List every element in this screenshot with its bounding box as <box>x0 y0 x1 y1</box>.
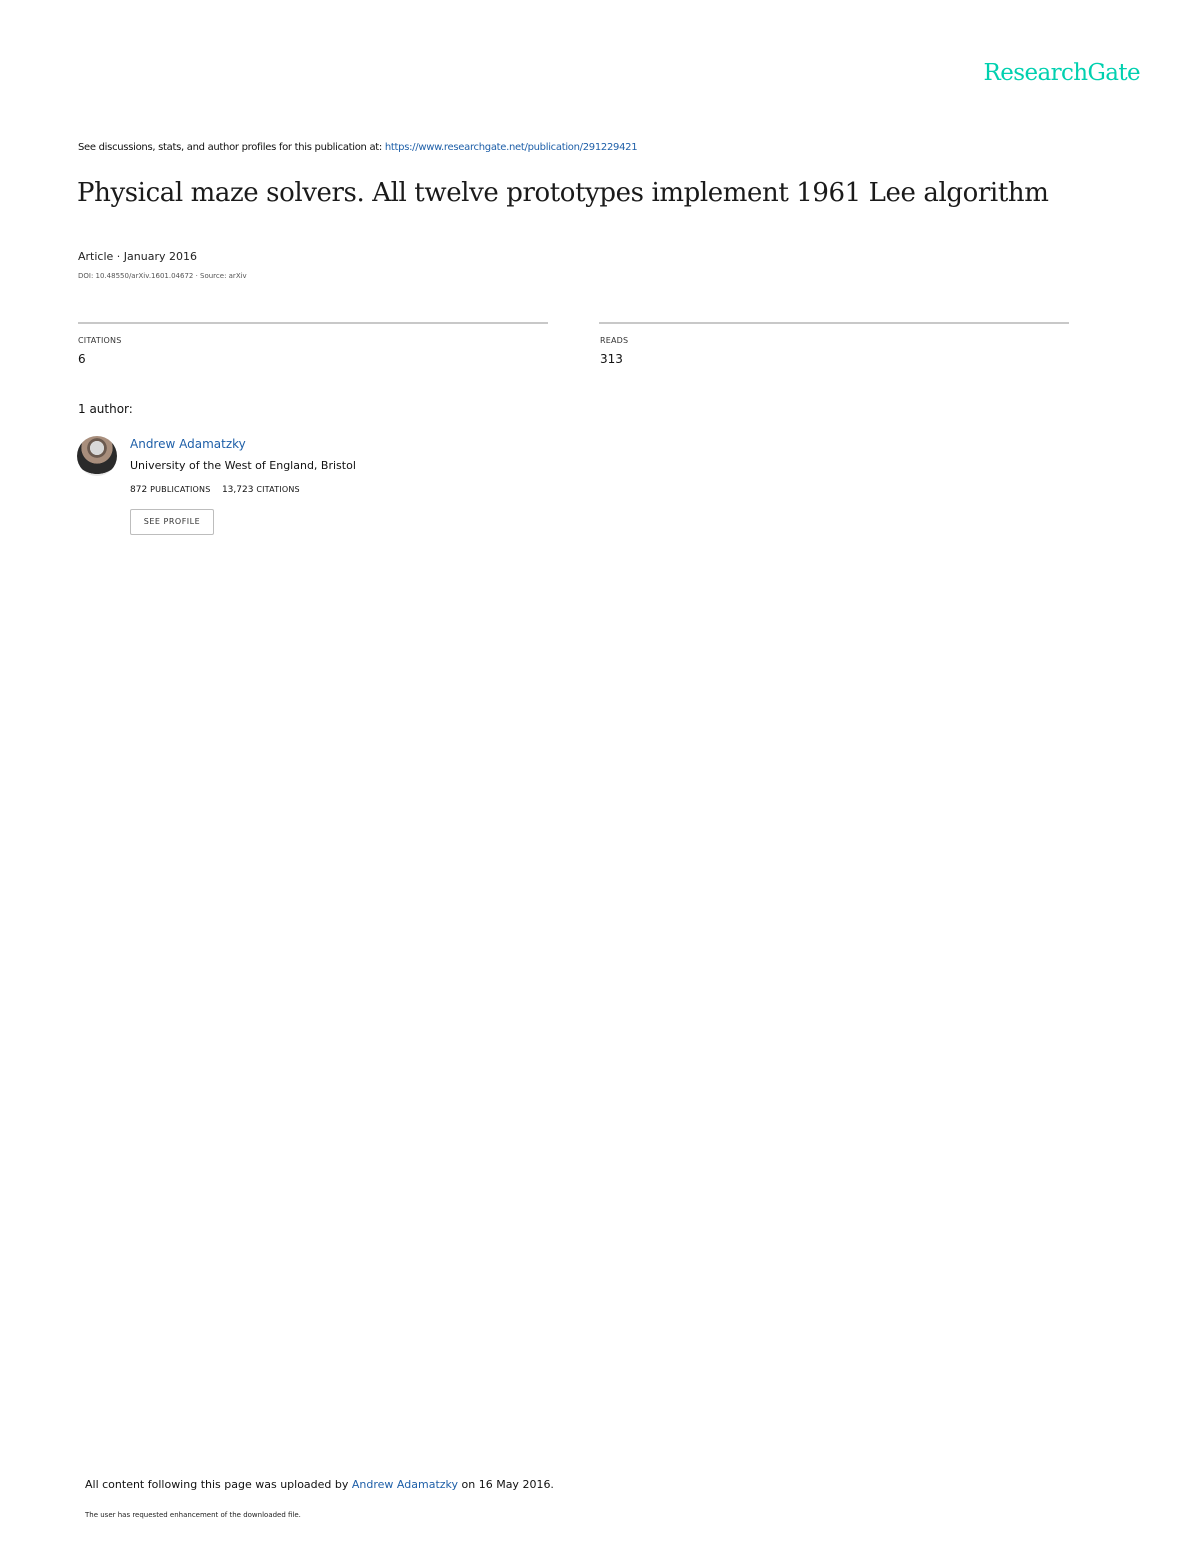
author-stats <box>130 485 300 495</box>
reads-divider <box>599 322 1069 324</box>
author-affiliation: University of the West of England, Bristol <box>130 459 356 472</box>
author-publications-label: PUBLICATIONS <box>150 485 211 494</box>
discussion-prefix: See discussions, stats, and author profiles for this publication at: <box>78 142 385 153</box>
researchgate-logo[interactable]: ResearchGate <box>983 60 1140 86</box>
doi-source: DOI: 10.48550/arXiv.1601.04672 · Source: arXiv <box>78 272 247 280</box>
author-avatar[interactable] <box>77 436 117 476</box>
reads-value: 313 <box>600 352 623 366</box>
citations-value: 6 <box>78 352 86 366</box>
reads-label: READS <box>600 336 629 345</box>
upload-author-link[interactable]: Andrew Adamatzky <box>351 1478 459 1491</box>
see-profile-button[interactable]: SEE PROFILE <box>130 509 214 535</box>
discussion-line <box>78 142 637 153</box>
upload-notice <box>85 1478 554 1491</box>
upload-prefix: All content following this page was uploaded by <box>85 1478 352 1491</box>
author-name-link[interactable]: Andrew Adamatzky <box>130 437 246 451</box>
publication-meta: Article · January 2016 <box>78 250 197 263</box>
upload-suffix: on 16 May 2016. <box>458 1478 554 1491</box>
enhancement-note: The user has requested enhancement of the downloaded file. <box>85 1511 301 1519</box>
citations-label: CITATIONS <box>78 336 122 345</box>
publication-url-link[interactable]: https://www.researchgate.net/publication/291229421 <box>384 142 638 153</box>
author-citations-count: 13,723 <box>221 485 254 495</box>
author-citations-label: CITATIONS <box>256 485 300 494</box>
publication-title: Physical maze solvers. All twelve prototypes implement 1961 Lee algorithm <box>77 178 1049 208</box>
citations-divider <box>78 322 548 324</box>
authors-heading: 1 author: <box>78 402 133 416</box>
author-publications-count: 872 <box>130 485 148 495</box>
